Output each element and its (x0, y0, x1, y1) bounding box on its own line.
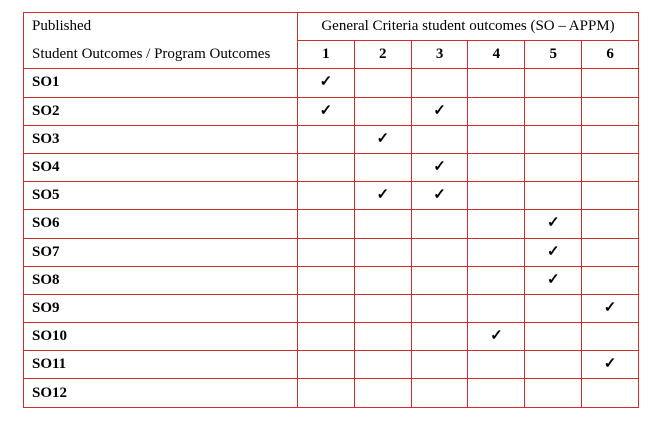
column-header-6: 6 (582, 41, 639, 69)
empty-cell (582, 69, 639, 97)
empty-cell (468, 238, 525, 266)
row-label: SO6 (24, 210, 298, 238)
table-row (24, 210, 639, 238)
row-label: SO7 (24, 238, 298, 266)
empty-cell (582, 153, 639, 181)
empty-cell (468, 379, 525, 407)
row-label: SO4 (24, 153, 298, 181)
empty-cell (582, 125, 639, 153)
empty-cell (468, 351, 525, 379)
empty-cell (411, 379, 468, 407)
empty-cell (298, 323, 355, 351)
empty-cell (468, 294, 525, 322)
empty-cell (411, 125, 468, 153)
empty-cell (354, 379, 411, 407)
empty-cell (582, 238, 639, 266)
table-row (24, 182, 639, 210)
header-group-title: General Criteria student outcomes (SO – APPM) (298, 13, 639, 41)
table-row (24, 379, 639, 407)
table-row (24, 69, 639, 97)
empty-cell (298, 238, 355, 266)
empty-cell (354, 210, 411, 238)
empty-cell (525, 323, 582, 351)
empty-cell (298, 210, 355, 238)
checkmark-icon: ✓ (411, 153, 468, 181)
empty-cell (411, 210, 468, 238)
checkmark-icon: ✓ (298, 69, 355, 97)
header-row-1 (24, 13, 639, 41)
checkmark-icon: ✓ (525, 266, 582, 294)
header-student-outcomes: Student Outcomes / Program Outcomes (24, 41, 298, 69)
header-published: Published (24, 13, 298, 41)
empty-cell (468, 153, 525, 181)
empty-cell (525, 379, 582, 407)
empty-cell (525, 294, 582, 322)
empty-cell (298, 153, 355, 181)
empty-cell (298, 182, 355, 210)
empty-cell (354, 69, 411, 97)
column-header-1: 1 (298, 41, 355, 69)
empty-cell (525, 97, 582, 125)
empty-cell (298, 125, 355, 153)
table-row (24, 238, 639, 266)
table-row (24, 294, 639, 322)
row-label: SO3 (24, 125, 298, 153)
empty-cell (411, 238, 468, 266)
checkmark-icon: ✓ (411, 97, 468, 125)
empty-cell (525, 351, 582, 379)
checkmark-icon: ✓ (411, 182, 468, 210)
column-header-5: 5 (525, 41, 582, 69)
empty-cell (468, 266, 525, 294)
checkmark-icon: ✓ (468, 323, 525, 351)
empty-cell (411, 69, 468, 97)
checkmark-icon: ✓ (525, 210, 582, 238)
column-header-3: 3 (411, 41, 468, 69)
empty-cell (468, 69, 525, 97)
empty-cell (354, 97, 411, 125)
empty-cell (411, 323, 468, 351)
row-label: SO8 (24, 266, 298, 294)
empty-cell (582, 266, 639, 294)
checkmark-icon: ✓ (354, 125, 411, 153)
header-row-2 (24, 41, 639, 69)
empty-cell (411, 266, 468, 294)
empty-cell (354, 238, 411, 266)
row-label: SO10 (24, 323, 298, 351)
table-row (24, 266, 639, 294)
checkmark-icon: ✓ (298, 97, 355, 125)
empty-cell (411, 351, 468, 379)
column-header-4: 4 (468, 41, 525, 69)
empty-cell (354, 351, 411, 379)
table-row (24, 153, 639, 181)
empty-cell (298, 351, 355, 379)
table-row (24, 323, 639, 351)
empty-cell (582, 182, 639, 210)
checkmark-icon: ✓ (525, 238, 582, 266)
row-label: SO12 (24, 379, 298, 407)
empty-cell (354, 153, 411, 181)
empty-cell (354, 323, 411, 351)
empty-cell (468, 125, 525, 153)
empty-cell (468, 210, 525, 238)
empty-cell (582, 323, 639, 351)
empty-cell (468, 182, 525, 210)
empty-cell (525, 69, 582, 97)
table-row (24, 351, 639, 379)
table-row (24, 125, 639, 153)
empty-cell (411, 294, 468, 322)
empty-cell (354, 294, 411, 322)
empty-cell (298, 379, 355, 407)
empty-cell (582, 210, 639, 238)
empty-cell (354, 266, 411, 294)
checkmark-icon: ✓ (354, 182, 411, 210)
empty-cell (582, 97, 639, 125)
table-row (24, 97, 639, 125)
row-label: SO11 (24, 351, 298, 379)
empty-cell (525, 153, 582, 181)
row-label: SO5 (24, 182, 298, 210)
empty-cell (525, 182, 582, 210)
column-header-2: 2 (354, 41, 411, 69)
empty-cell (298, 266, 355, 294)
empty-cell (525, 125, 582, 153)
checkmark-icon: ✓ (582, 294, 639, 322)
row-label: SO1 (24, 69, 298, 97)
empty-cell (298, 294, 355, 322)
row-label: SO9 (24, 294, 298, 322)
row-label: SO2 (24, 97, 298, 125)
empty-cell (582, 379, 639, 407)
checkmark-icon: ✓ (582, 351, 639, 379)
empty-cell (468, 97, 525, 125)
outcomes-mapping-table (23, 12, 639, 408)
